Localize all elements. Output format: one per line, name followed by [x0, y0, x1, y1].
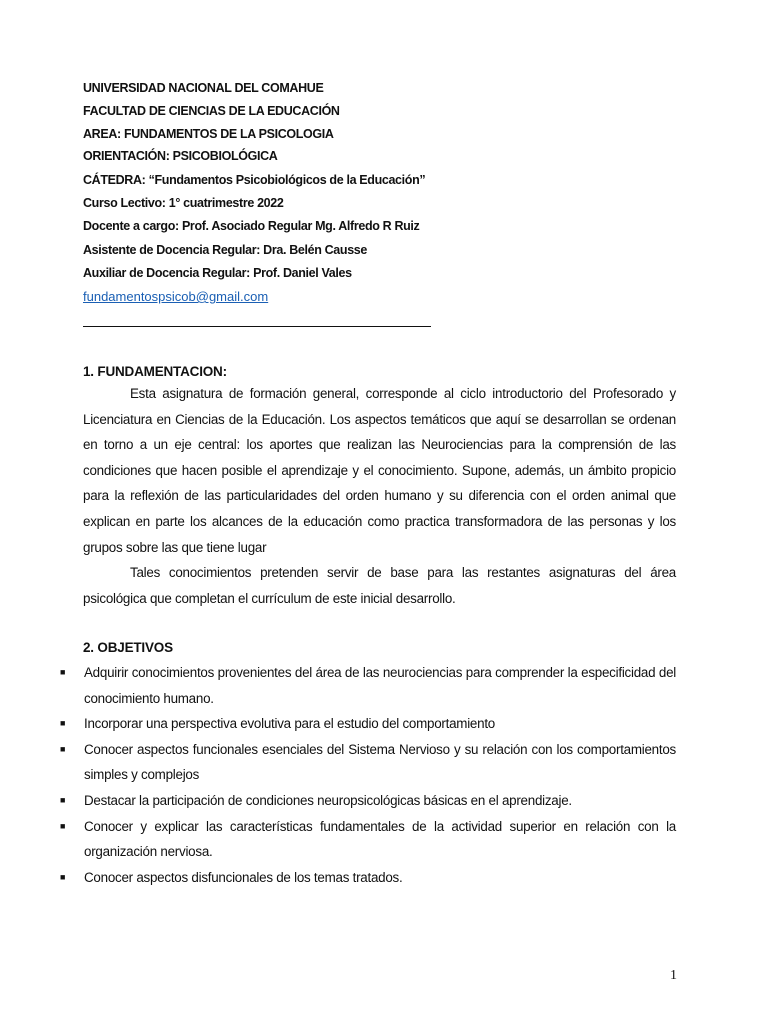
- objective-item: ■ Incorporar una perspectiva evolutiva para el estudio del comportamiento: [60, 711, 676, 737]
- auxiliary-line: Auxiliar de Docencia Regular: Prof. Daniel Vales: [83, 266, 352, 280]
- area-line: AREA: FUNDAMENTOS DE LA PSICOLOGIA: [83, 127, 334, 141]
- objectives-list: [60, 660, 676, 890]
- chair-line: CÁTEDRA: “Fundamentos Psicobiológicos de la Educación”: [83, 173, 426, 187]
- assistant-line: Asistente de Docencia Regular: Dra. Belén Causse: [83, 243, 367, 257]
- objective-item: ■ Conocer aspectos disfuncionales de los temas tratados.: [60, 865, 676, 891]
- header-divider: [83, 326, 431, 327]
- fundamentacion-text-1: Esta asignatura de formación general, corresponde al ciclo introductorio del Profesorado y Licenciatura en Ciencias de la Educación. Los aspectos temáticos que aquí se desarrollan se ordenan en torno a un eje central: los aportes que realizan las Neurociencias para la comprensión de las condiciones que hacen posible el aprendizaje y el conocimiento. Supone, además, un ámbito propicio para la reflexión de las particularidades del orden humano y su diferencia con el orden animal que explican en parte los alcances de la educación como practica transformadora de las personas y los grupos sobre las que tiene lugar: [83, 386, 676, 555]
- objective-item: ■ Conocer aspectos funcionales esenciales del Sistema Nervioso y su relación con los comportamientos simples y complejos: [60, 737, 676, 788]
- objective-item: ■ Conocer y explicar las características fundamentales de la actividad superior en relación con la organización nerviosa.: [60, 814, 676, 865]
- objective-item: ■ Destacar la participación de condiciones neuropsicológicas básicas en el aprendizaje.: [60, 788, 676, 814]
- fundamentacion-text-2: Tales conocimientos pretenden servir de base para las restantes asignaturas del área psicológica que completan el currículum de este inicial desarrollo.: [83, 565, 676, 606]
- course-year-line: Curso Lectivo: 1° cuatrimestre 2022: [83, 196, 284, 210]
- email-link[interactable]: fundamentospsicob@gmail.com: [83, 289, 269, 304]
- section-title-fundamentacion: 1. FUNDAMENTACION:: [83, 364, 227, 379]
- bullet-square-icon: ■: [60, 718, 66, 729]
- page-number: 1: [670, 968, 677, 983]
- university-name: UNIVERSIDAD NACIONAL DEL COMAHUE: [83, 81, 324, 95]
- bullet-square-icon: ■: [60, 667, 66, 677]
- objective-item: ■ Adquirir conocimientos provenientes del área de las neurociencias para comprender la especificidad del conocimiento humano.: [60, 660, 676, 711]
- bullet-square-icon: ■: [60, 794, 66, 805]
- teacher-line: Docente a cargo: Prof. Asociado Regular Mg. Alfredo R Ruiz: [83, 219, 420, 233]
- bullet-square-icon: ■: [60, 871, 66, 882]
- bullet-square-icon: ■: [60, 820, 66, 831]
- faculty-name: FACULTAD DE CIENCIAS DE LA EDUCACIÓN: [83, 104, 340, 118]
- fundamentacion-paragraph-2: [83, 560, 676, 611]
- section-title-objetivos: 2. OBJETIVOS: [83, 640, 173, 655]
- orientation-line: ORIENTACIÓN: PSICOBIOLÓGICA: [83, 149, 278, 163]
- bullet-square-icon: ■: [60, 743, 66, 754]
- fundamentacion-paragraph-1: [83, 381, 676, 560]
